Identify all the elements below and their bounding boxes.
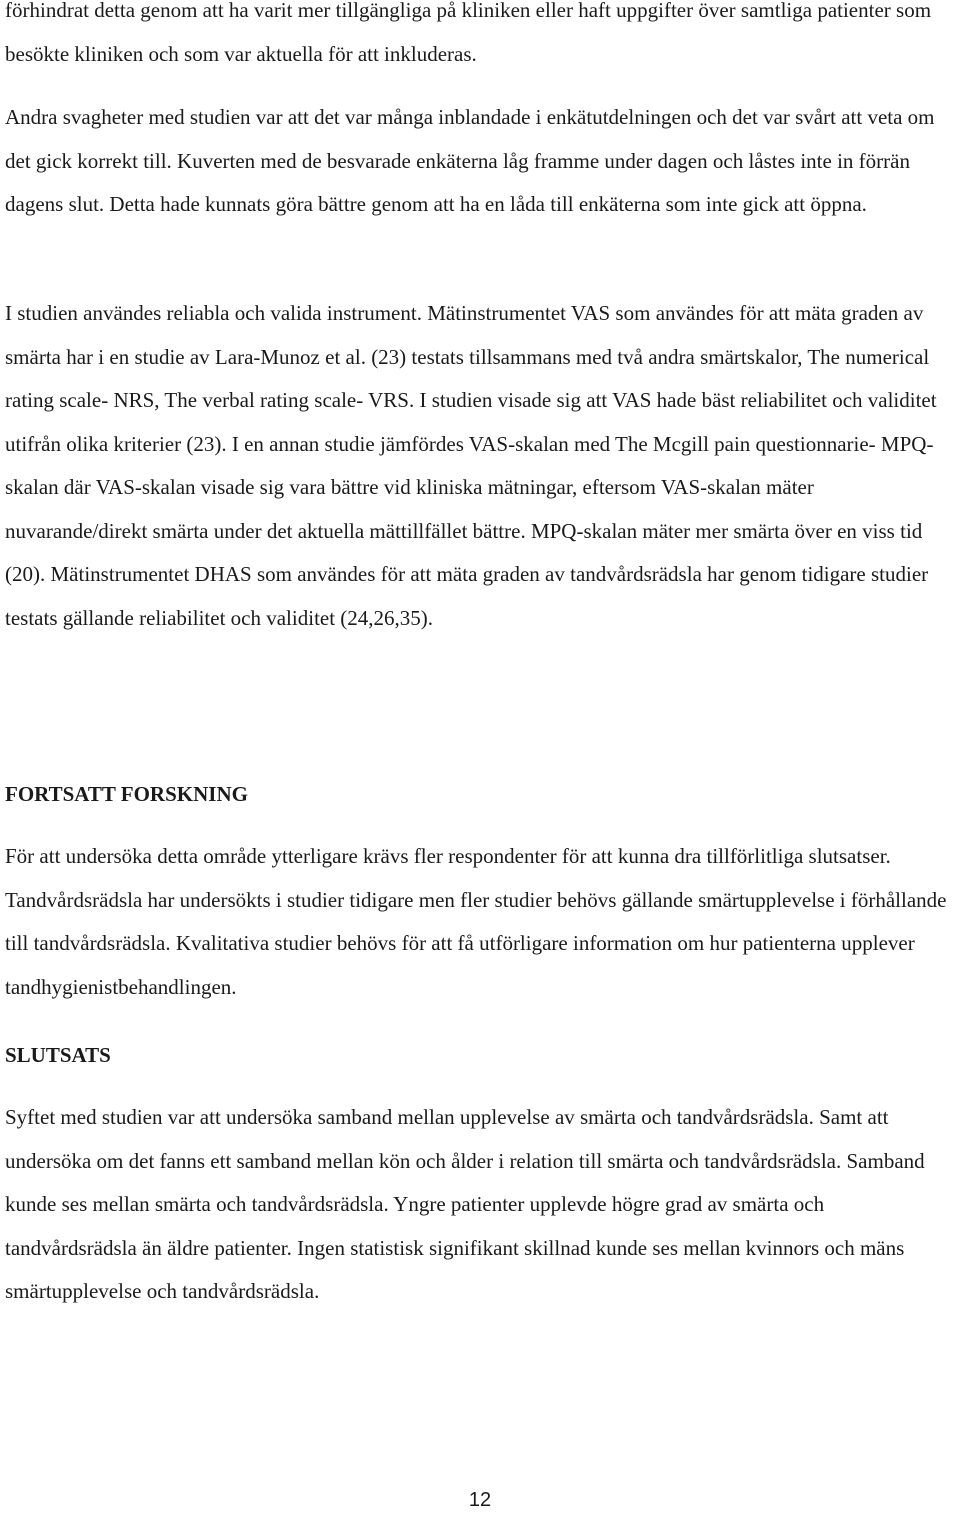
paragraph-further-research: För att undersöka detta område ytterligare krävs fler respondenter för att kunna dra tillförlitliga slutsatser. Tandvårdsrädsla har undersökts i studier tidigare men fler studier behövs gällande smärtupplevelse i förhållande till tandvårdsrädsla. Kvalitativa studier behövs för att få utförligare information om hur patienterna upplever tandhygienistbehandlingen. [5, 844, 947, 999]
page-number: 12 [468, 1489, 492, 1511]
heading-conclusion: SLUTSATS [5, 1043, 111, 1067]
paragraph-instruments: I studien användes reliabla och valida instrument. Mätinstrumentet VAS som användes för att mäta graden av smärta har i en studie av Lara-Munoz et al. (23) testats tillsammans med två andra smärtskalor, The numerical rating scale- NRS, The verbal rating scale- VRS. I studien visade sig att VAS hade bäst reliabilitet och validitet utifrån olika kriterier (23). I en annan studie jämfördes VAS-skalan med The Mcgill pain questionnarie- MPQ-skalan där VAS-skalan visade sig vara bättre vid kliniska mätningar, eftersom VAS-skalan mäter nuvarande/direkt smärta under det aktuella mättillfället bättre. MPQ-skalan mäter mer smärta över en viss tid (20). Mätinstrumentet DHAS som användes för att mäta graden av tandvårdsrädsla har genom tidigare studier testats gällande reliabilitet och validitet (24,26,35). [5, 301, 937, 630]
paragraph-intro-continuation: förhindrat detta genom att ha varit mer tillgängliga på kliniken eller haft uppgifter över samtliga patienter som besökte kliniken och som var aktuella för att inkluderas. [5, 0, 932, 66]
paragraph-study-weaknesses: Andra svagheter med studien var att det var många inblandade i enkätutdelningen och det var svårt att veta om det gick korrekt till. Kuverten med de besvarade enkäterna låg framme under dagen och låstes inte in förrän dagens slut. Detta hade kunnats göra bättre genom att ha en låda till enkäterna som inte gick att öppna. [5, 105, 935, 216]
paragraph-conclusion: Syftet med studien var att undersöka samband mellan upplevelse av smärta och tandvårdsrädsla. Samt att undersöka om det fanns ett samband mellan kön och ålder i relation till smärta och tandvårdsrädsla. Samband kunde ses mellan smärta och tandvårdsrädsla. Yngre patienter upplevde högre grad av smärta och tandvårdsrädsla än äldre patienter. Ingen statistisk signifikant skillnad kunde ses mellan kvinnors och mäns smärtupplevelse och tandvårdsrädsla. [5, 1105, 925, 1303]
heading-further-research: FORTSATT FORSKNING [5, 782, 248, 806]
